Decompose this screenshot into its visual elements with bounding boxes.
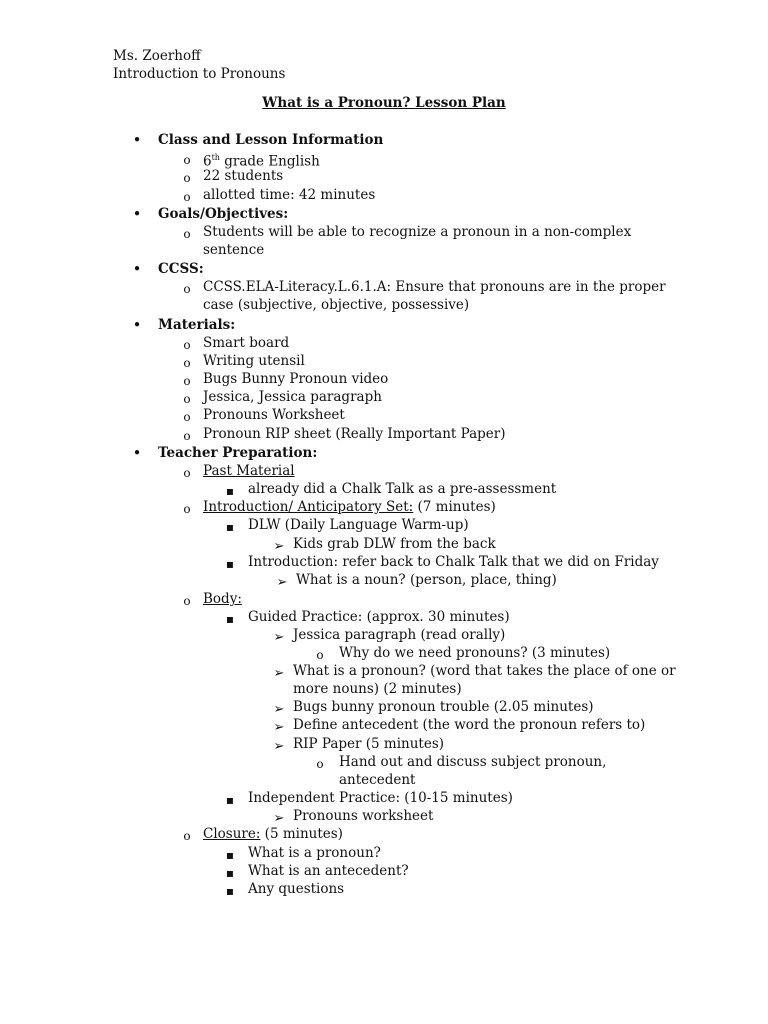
section-heading-materials: Materials: <box>158 317 236 333</box>
circle-bullet-icon <box>179 352 195 371</box>
list-item-dlw-sub: Kids grab DLW from the back <box>293 536 496 552</box>
circle-bullet-icon <box>179 278 195 297</box>
list-item-students: 22 students <box>203 168 284 184</box>
circle-bullet-icon <box>179 167 195 186</box>
arrow-bullet-icon <box>271 626 287 645</box>
circle-bullet-icon <box>179 334 195 353</box>
circle-bullet-icon <box>179 149 195 168</box>
teacher-name: Ms. Zoerhoff <box>113 48 201 64</box>
list-item-material: Smart board <box>203 335 290 351</box>
list-item-goal-line1: Students will be able to recognize a pronoun in a non-complex <box>203 224 632 240</box>
circle-bullet-icon <box>312 644 328 663</box>
square-bullet-icon <box>222 553 238 572</box>
arrow-bullet-icon <box>274 571 290 590</box>
grade-number: 6 <box>203 153 212 170</box>
grade-superscript: th <box>211 153 220 162</box>
list-item-material: Jessica, Jessica paragraph <box>203 389 382 405</box>
list-item-dlw: DLW (Daily Language Warm-up) <box>248 517 469 533</box>
circle-bullet-icon <box>179 370 195 389</box>
intro-line <box>203 498 496 516</box>
circle-bullet-icon <box>179 462 195 481</box>
bullet-icon <box>129 259 145 278</box>
list-item-guided: Guided Practice: (approx. 30 minutes) <box>248 609 510 625</box>
circle-bullet-icon <box>179 406 195 425</box>
list-item-independent: Independent Practice: (10-15 minutes) <box>248 790 513 806</box>
square-bullet-icon <box>222 516 238 535</box>
list-item-goal-line2: sentence <box>203 242 265 258</box>
closure-label: Closure: <box>203 826 261 842</box>
list-item-material: Writing utensil <box>203 353 305 369</box>
section-heading-prep: Teacher Preparation: <box>158 445 318 461</box>
square-bullet-icon <box>222 880 238 899</box>
intro-label: Introduction/ Anticipatory Set: <box>203 499 414 515</box>
arrow-bullet-icon <box>271 716 287 735</box>
document-title: What is a Pronoun? Lesson Plan <box>262 95 506 111</box>
arrow-bullet-icon <box>271 535 287 554</box>
list-item-intro-sub: What is a noun? (person, place, thing) <box>296 572 557 588</box>
circle-bullet-icon <box>179 223 195 242</box>
arrow-bullet-icon <box>271 735 287 754</box>
list-item-closure: Any questions <box>248 881 345 897</box>
list-item-time: allotted time: 42 minutes <box>203 187 376 203</box>
closure-time: (5 minutes) <box>260 826 343 842</box>
square-bullet-icon <box>222 844 238 863</box>
list-item-worksheet: Pronouns worksheet <box>293 808 434 824</box>
past-material-label: Past Material <box>203 463 295 479</box>
document-subtitle: Introduction to Pronouns <box>113 66 286 82</box>
list-item-rip: RIP Paper (5 minutes) <box>293 736 445 752</box>
list-item-closure: What is an antecedent? <box>248 863 409 879</box>
list-item-why: Why do we need pronouns? (3 minutes) <box>339 645 611 661</box>
square-bullet-icon <box>222 480 238 499</box>
list-item-hand-line2: antecedent <box>339 772 416 788</box>
arrow-bullet-icon <box>271 662 287 681</box>
circle-bullet-icon <box>179 498 195 517</box>
list-item-closure: What is a pronoun? <box>248 845 381 861</box>
grade-text: grade English <box>219 153 320 170</box>
circle-bullet-icon <box>179 388 195 407</box>
closure-line <box>203 825 343 843</box>
list-item-hand-line1: Hand out and discuss subject pronoun, <box>339 754 607 770</box>
circle-bullet-icon <box>312 753 328 772</box>
section-heading-ccss: CCSS: <box>158 261 204 277</box>
section-heading-goals: Goals/Objectives: <box>158 206 289 222</box>
list-item-what-line1: What is a pronoun? (word that takes the place of one or <box>293 663 676 679</box>
list-item-define: Define antecedent (the word the pronoun refers to) <box>293 717 646 733</box>
square-bullet-icon <box>222 608 238 627</box>
list-item-bugs: Bugs bunny pronoun trouble (2.05 minutes) <box>293 699 594 715</box>
list-item-material: Bugs Bunny Pronoun video <box>203 371 389 387</box>
circle-bullet-icon <box>179 590 195 609</box>
arrow-bullet-icon <box>271 807 287 826</box>
list-item-material: Pronoun RIP sheet (Really Important Paper) <box>203 426 506 442</box>
body-label: Body: <box>203 591 242 607</box>
square-bullet-icon <box>222 862 238 881</box>
bullet-icon <box>129 204 145 223</box>
section-heading-class-info: Class and Lesson Information <box>158 132 384 148</box>
bullet-icon <box>129 443 145 462</box>
list-item-past: already did a Chalk Talk as a pre-assessment <box>248 481 557 497</box>
circle-bullet-icon <box>179 825 195 844</box>
square-bullet-icon <box>222 789 238 808</box>
list-item-material: Pronouns Worksheet <box>203 407 345 423</box>
circle-bullet-icon <box>179 425 195 444</box>
bullet-icon <box>129 130 145 149</box>
list-item-ccss-line1: CCSS.ELA-Literacy.L.6.1.A: Ensure that pronouns are in the proper <box>203 279 666 295</box>
list-item-intro: Introduction: refer back to Chalk Talk that we did on Friday <box>248 554 659 570</box>
bullet-icon <box>129 315 145 334</box>
list-item-what-line2: more nouns) (2 minutes) <box>293 681 462 697</box>
intro-time: (7 minutes) <box>413 499 496 515</box>
list-item-jessica: Jessica paragraph (read orally) <box>293 627 506 643</box>
circle-bullet-icon <box>179 186 195 205</box>
arrow-bullet-icon <box>271 698 287 717</box>
list-item-ccss-line2: case (subjective, objective, possessive) <box>203 297 470 313</box>
